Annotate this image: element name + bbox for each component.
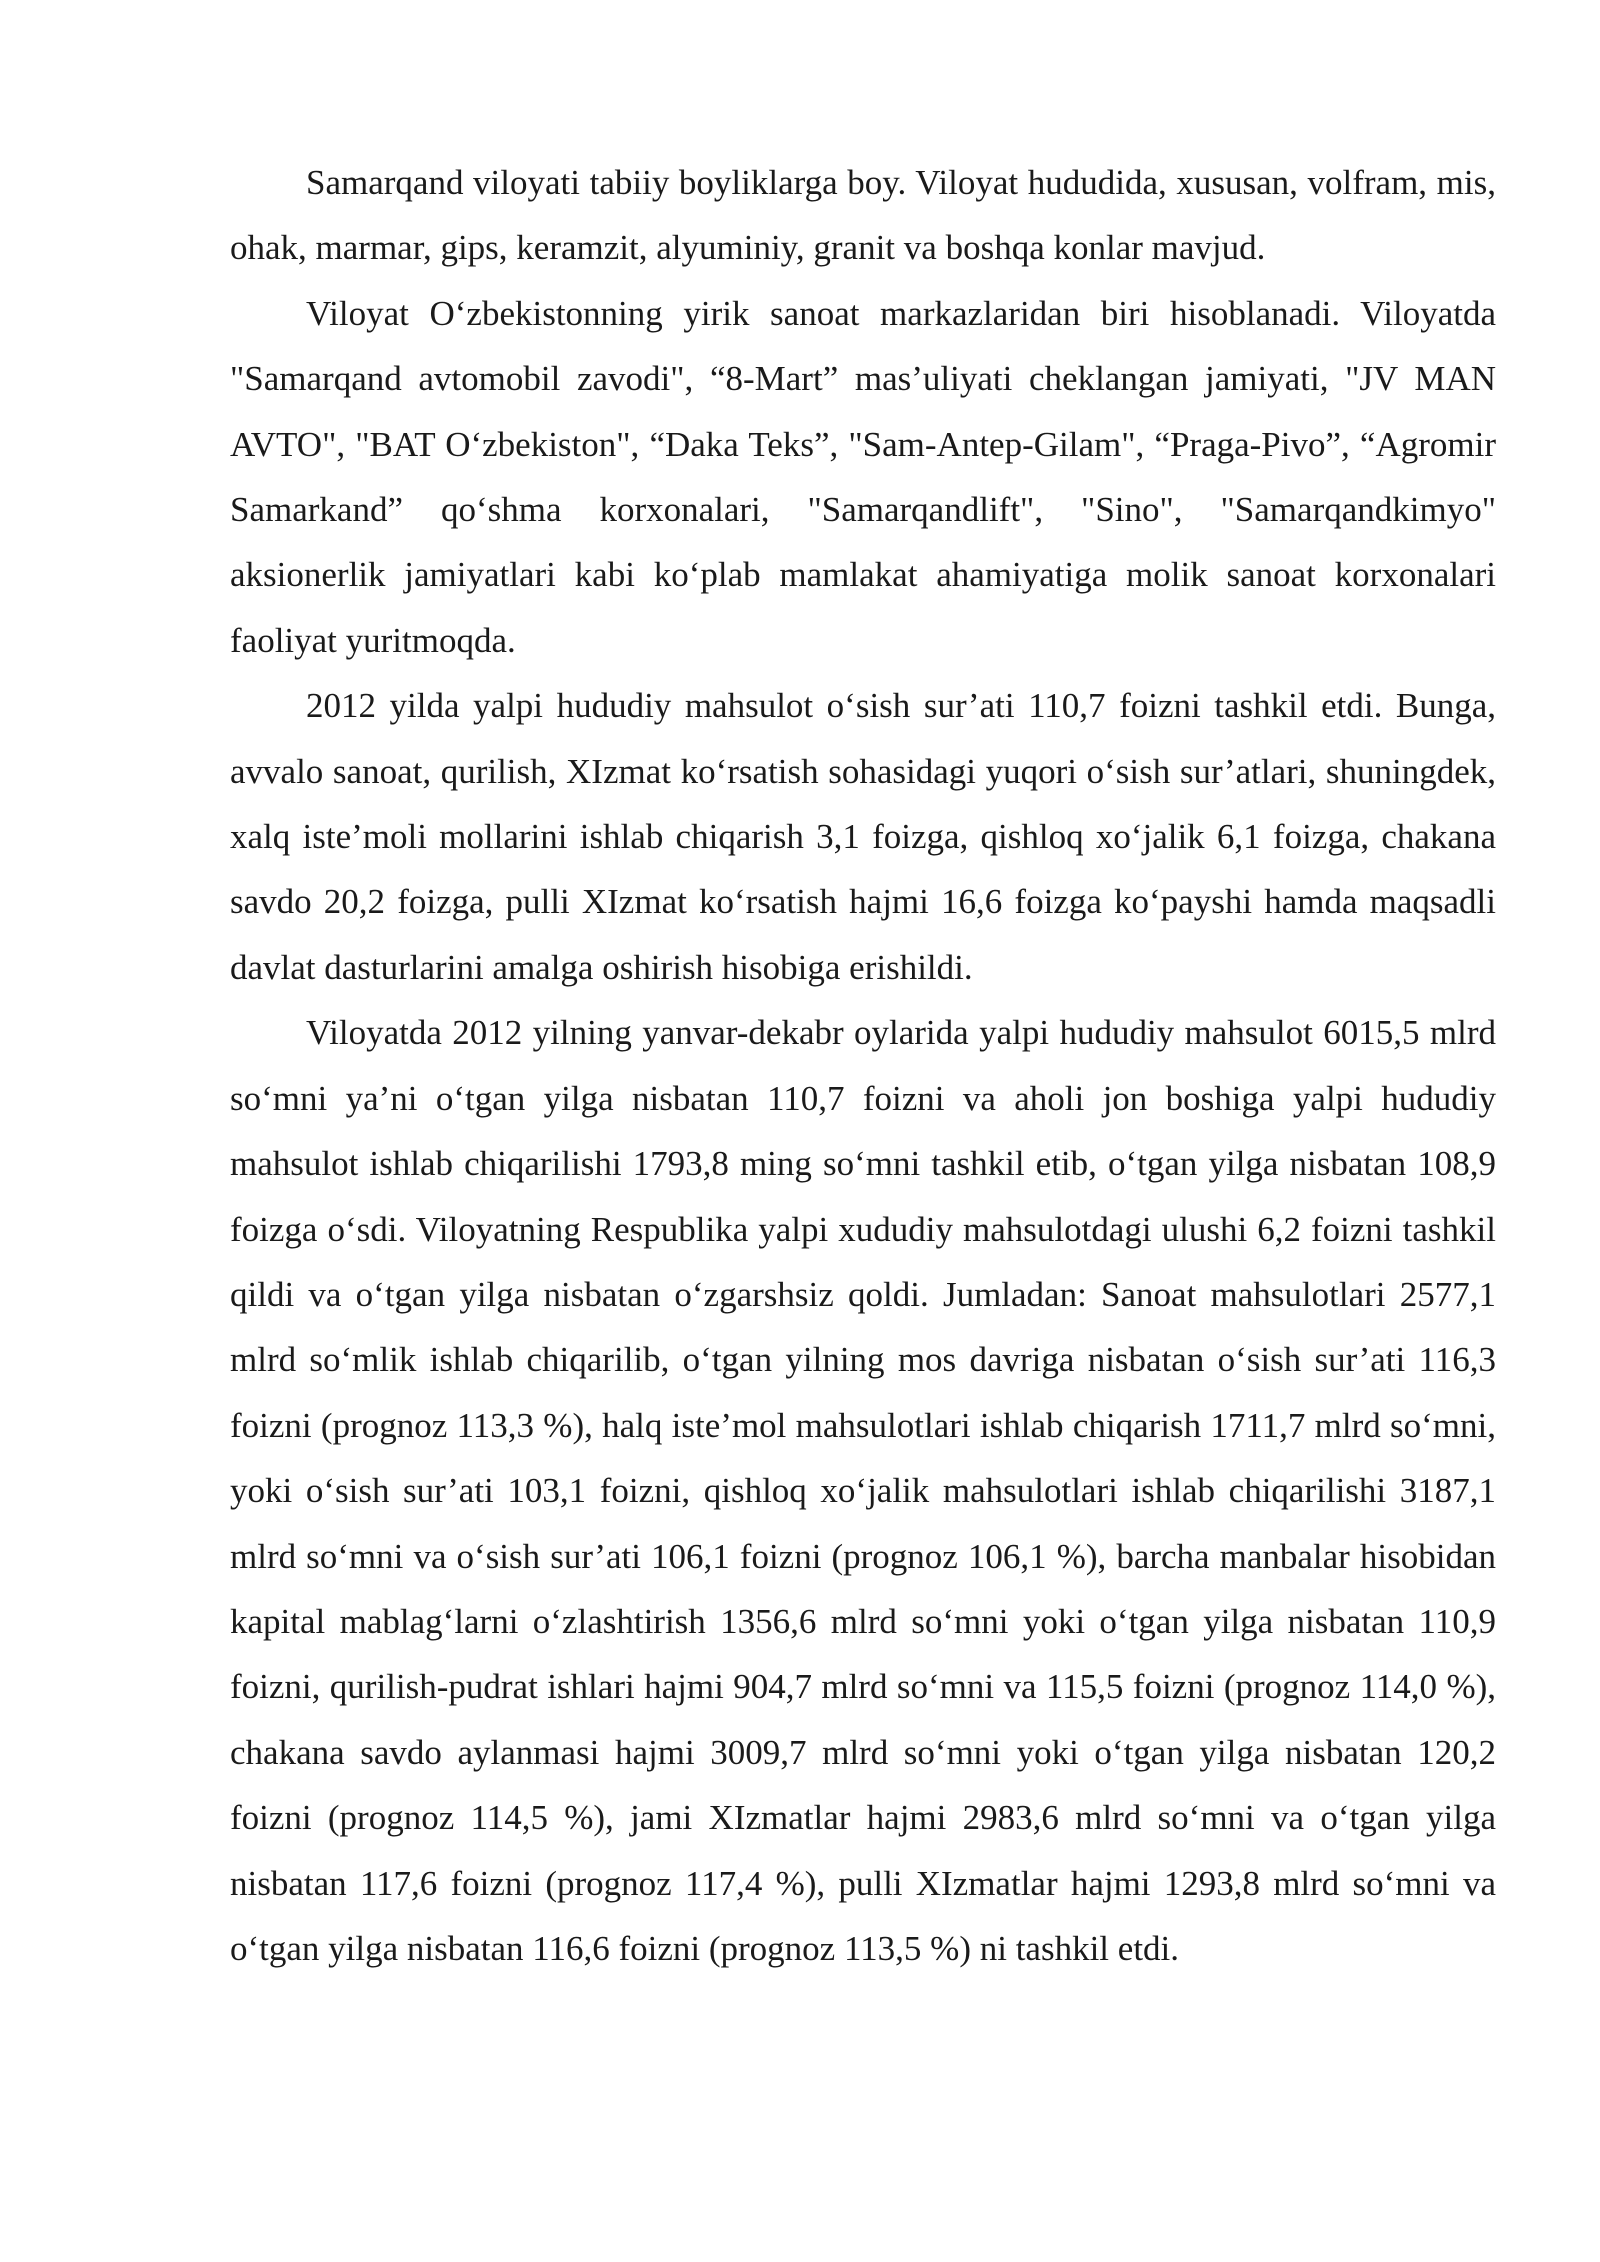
paragraph-growth-2012: 2012 yilda yalpi hududiy mahsulot o‘sish sur’ati 110,7 foizni tashkil etdi. Bunga, avvalo sanoat, qurilish, XIzmat ko‘rsatish sohasidagi yuqori o‘sish sur’atlari, shuningdek, xalq iste’moli mollarini ishlab chiqarish 3,1 foizga, qishloq xo‘jalik 6,1 foizga, chakana savdo 20,2 foizga, pulli XIzmat ko‘rsatish hajmi 16,6 foizga ko‘payshi hamda maqsadli davlat dasturlarini amalga oshirish hisobiga erishildi. — [230, 686, 1496, 987]
document-page — [230, 150, 1496, 1981]
paragraph-natural-resources: Samarqand viloyati tabiiy boyliklarga boy. Viloyat hududida, xususan, volfram, mis, ohak, marmar, gips, keramzit, alyuminiy, granit va boshqa konlar mavjud. — [230, 163, 1496, 268]
paragraph-industry-enterprises: Viloyat O‘zbekistonning yirik sanoat markazlaridan biri hisoblanadi. Viloyatda "Samarqand avtomobil zavodi", “8-Mart” mas’uliyati cheklangan jamiyati, "JV MAN AVTO", "BAT O‘zbekiston", “Daka Teks”, "Sam-Antep-Gilam", “Praga-Pivo”, “Agromir Samarkand” qo‘shma korxonalari, "Samarqandlift", "Sino", "Samarqandkimyo" aksionerlik jamiyatlari kabi ko‘plab mamlakat ahamiyatiga molik sanoat korxonalari faoliyat yuritmoqda. — [230, 293, 1496, 660]
paragraph-economic-indicators: Viloyatda 2012 yilning yanvar-dekabr oylarida yalpi hududiy mahsulot 6015,5 mlrd so‘mni ya’ni o‘tgan yilga nisbatan 110,7 foizni va aholi jon boshiga yalpi hududiy mahsulot ishlab chiqarilishi 1793,8 ming so‘mni tashkil etib, o‘tgan yilga nisbatan 108,9 foizga o‘sdi. Viloyatning Respublika yalpi xududiy mahsulotdagi ulushi 6,2 foizni tashkil qildi va o‘tgan yilga nisbatan o‘zgarshsiz qoldi. Jumladan: Sanoat mahsulotlari 2577,1 mlrd so‘mlik ishlab chiqarilib, o‘tgan yilning mos davriga nisbatan o‘sish sur’ati 116,3 foizni (prognoz 113,3 %), halq iste’mol mahsulotlari ishlab chiqarish 1711,7 mlrd so‘mni, yoki o‘sish sur’ati 103,1 foizni, qishloq xo‘jalik mahsulotlari ishlab chiqarilishi 3187,1 mlrd so‘mni va o‘sish sur’ati 106,1 foizni (prognoz 106,1 %), barcha manbalar hisobidan kapital mablag‘larni o‘zlashtirish 1356,6 mlrd so‘mni yoki o‘tgan yilga nisbatan 110,9 foizni, qurilish-pudrat ishlari hajmi 904,7 mlrd so‘mni va 115,5 foizni (prognoz 114,0 %), chakana savdo aylanmasi hajmi 3009,7 mlrd so‘mni yoki o‘tgan yilga nisbatan 120,2 foizni (prognoz 114,5 %), jami XIzmatlar hajmi 2983,6 mlrd so‘mni va o‘tgan yilga nisbatan 117,6 foizni (prognoz 117,4 %), pulli XIzmatlar hajmi 1293,8 mlrd so‘mni va o‘tgan yilga nisbatan 116,6 foizni (prognoz 113,5 %) ni tashkil etdi. — [230, 1013, 1496, 1968]
